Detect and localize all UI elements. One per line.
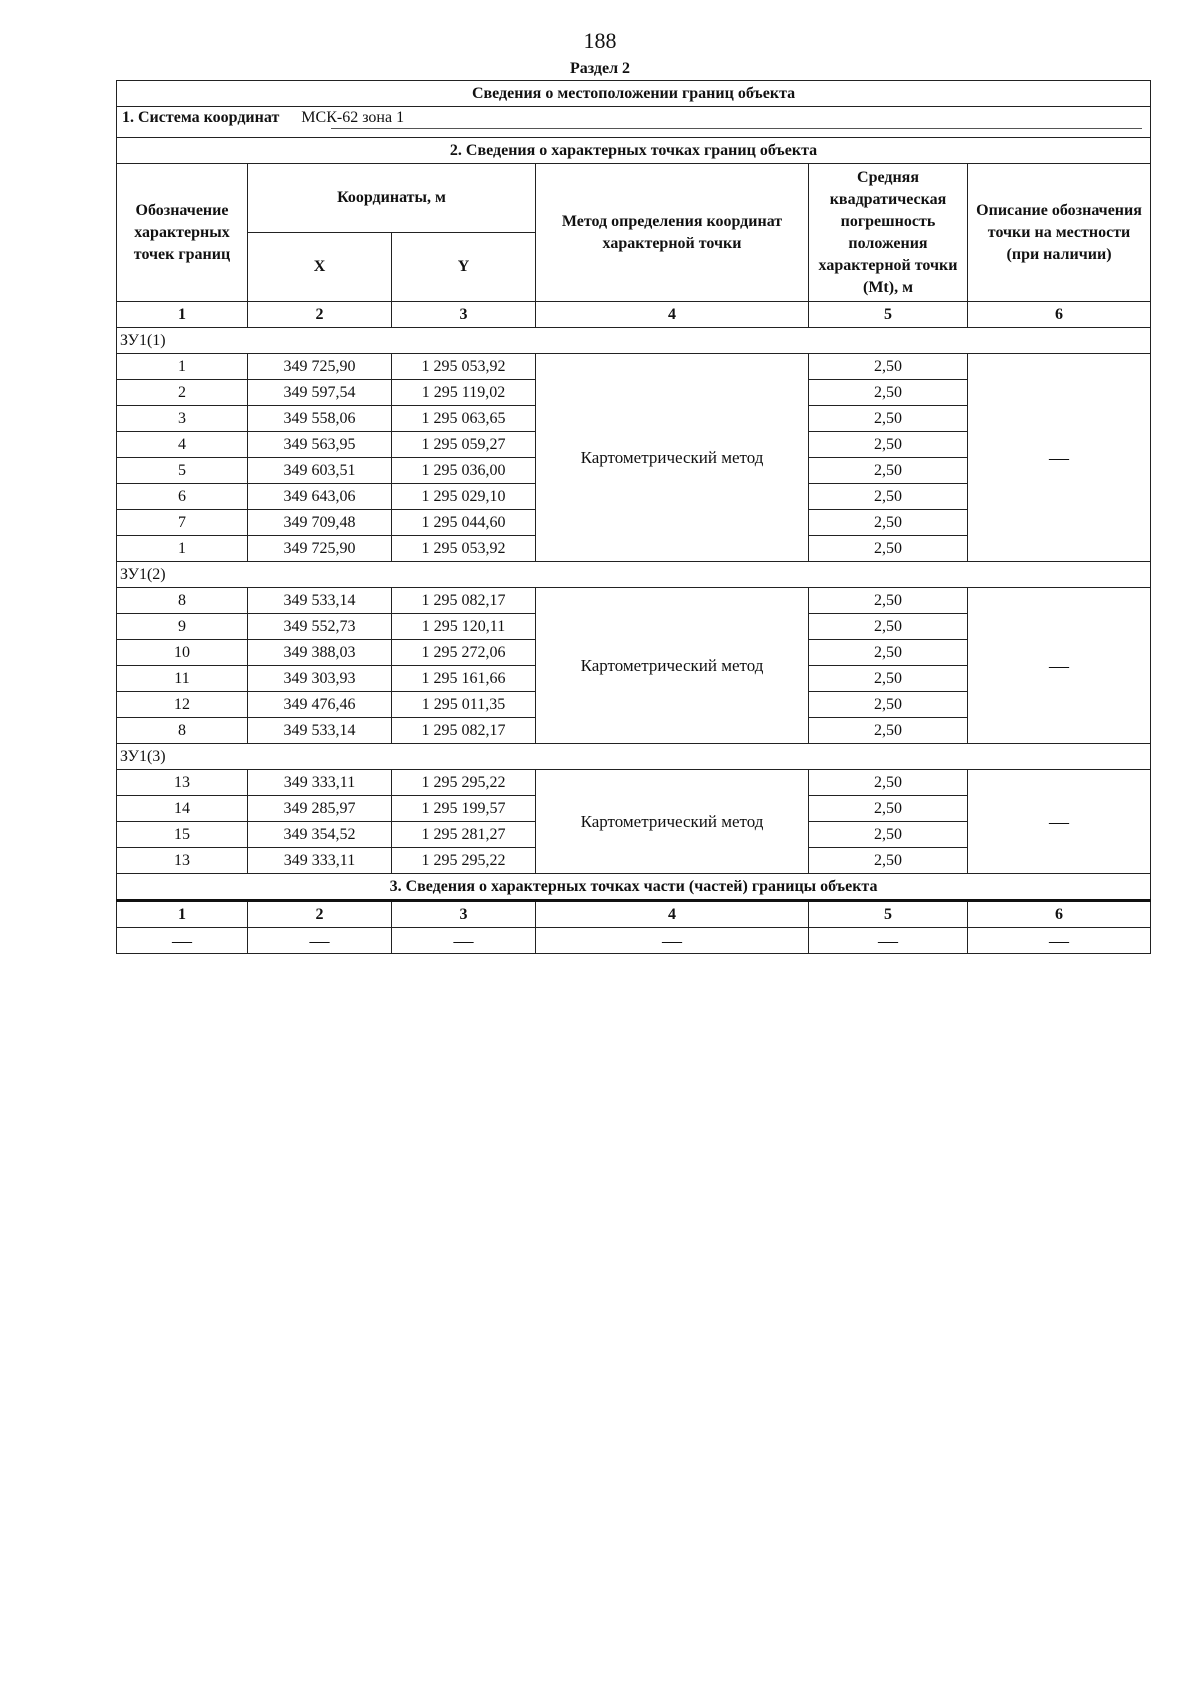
point-number: 2 xyxy=(117,380,248,406)
mt-value: 2,50 xyxy=(809,718,968,744)
coord-x: 349 558,06 xyxy=(248,406,392,432)
point-number: 13 xyxy=(117,848,248,874)
coord-y: 1 295 199,57 xyxy=(392,796,536,822)
column-number: 1 xyxy=(117,302,248,328)
coord-y: 1 295 059,27 xyxy=(392,432,536,458)
column-number: 4 xyxy=(536,901,809,928)
coord-y: 1 295 272,06 xyxy=(392,640,536,666)
coord-system-row xyxy=(117,107,1151,138)
group-row xyxy=(117,744,1151,770)
header-description: Описание обозначения точки на местности (при наличии) xyxy=(968,164,1151,302)
point-number: 6 xyxy=(117,484,248,510)
point-number: 8 xyxy=(117,588,248,614)
coord-system-label: 1. Система координат xyxy=(122,109,280,126)
column-number: 5 xyxy=(809,302,968,328)
empty-value: — xyxy=(809,928,968,954)
mt-value: 2,50 xyxy=(809,692,968,718)
coord-x: 349 333,11 xyxy=(248,770,392,796)
coord-y: 1 295 295,22 xyxy=(392,770,536,796)
coord-x: 349 725,90 xyxy=(248,354,392,380)
coord-y: 1 295 063,65 xyxy=(392,406,536,432)
coord-x: 349 333,11 xyxy=(248,848,392,874)
coord-x: 349 725,90 xyxy=(248,536,392,562)
subsection3-numbers-row xyxy=(117,901,1151,928)
point-number: 8 xyxy=(117,718,248,744)
column-number: 1 xyxy=(117,901,248,928)
column-number: 4 xyxy=(536,302,809,328)
coord-y: 1 295 044,60 xyxy=(392,510,536,536)
coord-x: 349 563,95 xyxy=(248,432,392,458)
coord-x: 349 552,73 xyxy=(248,614,392,640)
column-number: 3 xyxy=(392,901,536,928)
point-number: 9 xyxy=(117,614,248,640)
coord-y: 1 295 119,02 xyxy=(392,380,536,406)
header-coords: Координаты, м xyxy=(248,164,536,233)
subsection2-row xyxy=(117,138,1151,164)
coord-y: 1 295 029,10 xyxy=(392,484,536,510)
column-number: 6 xyxy=(968,302,1151,328)
mt-value: 2,50 xyxy=(809,666,968,692)
subsection3-title: 3. Сведения о характерных точках части (частей) границы объекта xyxy=(117,874,1151,901)
description-cell: — xyxy=(968,770,1151,874)
column-number: 5 xyxy=(809,901,968,928)
point-number: 3 xyxy=(117,406,248,432)
point-number: 11 xyxy=(117,666,248,692)
coord-y: 1 295 295,22 xyxy=(392,848,536,874)
mt-value: 2,50 xyxy=(809,822,968,848)
coord-y: 1 295 053,92 xyxy=(392,354,536,380)
column-number: 6 xyxy=(968,901,1151,928)
coord-x: 349 303,93 xyxy=(248,666,392,692)
mt-value: 2,50 xyxy=(809,432,968,458)
table-title-row xyxy=(117,81,1151,107)
group-name: ЗУ1(2) xyxy=(117,562,1151,588)
coord-y: 1 295 082,17 xyxy=(392,718,536,744)
mt-value: 2,50 xyxy=(809,536,968,562)
subsection3-values-row xyxy=(117,928,1151,954)
empty-value: — xyxy=(248,928,392,954)
method-cell: Картометрический метод xyxy=(536,588,809,744)
point-number: 10 xyxy=(117,640,248,666)
point-number: 5 xyxy=(117,458,248,484)
header-y: Y xyxy=(392,233,536,302)
mt-value: 2,50 xyxy=(809,458,968,484)
empty-value: — xyxy=(536,928,809,954)
group-row xyxy=(117,562,1151,588)
header-method: Метод определения координат характерной точки xyxy=(536,164,809,302)
coord-y: 1 295 036,00 xyxy=(392,458,536,484)
coord-x: 349 597,54 xyxy=(248,380,392,406)
point-number: 7 xyxy=(117,510,248,536)
coord-x: 349 709,48 xyxy=(248,510,392,536)
group-name: ЗУ1(1) xyxy=(117,328,1151,354)
column-numbers-row xyxy=(117,302,1151,328)
table-row xyxy=(117,770,1151,796)
table-title: Сведения о местоположении границ объекта xyxy=(117,81,1151,107)
boundary-table xyxy=(116,80,1151,954)
point-number: 1 xyxy=(117,354,248,380)
section-title: Раздел 2 xyxy=(569,60,631,77)
mt-value: 2,50 xyxy=(809,848,968,874)
coord-x: 349 603,51 xyxy=(248,458,392,484)
coord-system-value: МСК-62 зона 1 xyxy=(301,109,405,126)
empty-value: — xyxy=(968,928,1151,954)
method-cell: Картометрический метод xyxy=(536,770,809,874)
mt-value: 2,50 xyxy=(809,380,968,406)
header-x: X xyxy=(248,233,392,302)
point-number: 1 xyxy=(117,536,248,562)
method-cell: Картометрический метод xyxy=(536,354,809,562)
subsection3-row xyxy=(117,874,1151,901)
mt-value: 2,50 xyxy=(809,484,968,510)
header-designation: Обозначение характерных точек границ xyxy=(117,164,248,302)
mt-value: 2,50 xyxy=(809,614,968,640)
description-cell: — xyxy=(968,588,1151,744)
point-number: 12 xyxy=(117,692,248,718)
table-row xyxy=(117,588,1151,614)
mt-value: 2,50 xyxy=(809,354,968,380)
point-number: 4 xyxy=(117,432,248,458)
point-number: 14 xyxy=(117,796,248,822)
mt-value: 2,50 xyxy=(809,796,968,822)
column-number: 3 xyxy=(392,302,536,328)
coord-y: 1 295 120,11 xyxy=(392,614,536,640)
mt-value: 2,50 xyxy=(809,588,968,614)
coord-x: 349 388,03 xyxy=(248,640,392,666)
table-row xyxy=(117,354,1151,380)
coord-y: 1 295 053,92 xyxy=(392,536,536,562)
coord-x: 349 354,52 xyxy=(248,822,392,848)
header-error: Средняя квадратическая погрешность положения характерной точки (Mt), м xyxy=(809,164,968,302)
column-number: 2 xyxy=(248,302,392,328)
mt-value: 2,50 xyxy=(809,640,968,666)
mt-value: 2,50 xyxy=(809,510,968,536)
header-row-1 xyxy=(117,164,1151,233)
column-number: 2 xyxy=(248,901,392,928)
coord-x: 349 285,97 xyxy=(248,796,392,822)
coord-x: 349 643,06 xyxy=(248,484,392,510)
description-cell: — xyxy=(968,354,1151,562)
subsection2-title: 2. Сведения о характерных точках границ объекта xyxy=(117,138,1151,164)
empty-value: — xyxy=(117,928,248,954)
coord-y: 1 295 011,35 xyxy=(392,692,536,718)
point-number: 13 xyxy=(117,770,248,796)
coord-x: 349 476,46 xyxy=(248,692,392,718)
coord-y: 1 295 082,17 xyxy=(392,588,536,614)
coord-y: 1 295 281,27 xyxy=(392,822,536,848)
coord-x: 349 533,14 xyxy=(248,588,392,614)
coord-y: 1 295 161,66 xyxy=(392,666,536,692)
underline xyxy=(331,128,1142,129)
empty-value: — xyxy=(392,928,536,954)
coord-x: 349 533,14 xyxy=(248,718,392,744)
coord-system xyxy=(117,107,1151,138)
point-number: 15 xyxy=(117,822,248,848)
mt-value: 2,50 xyxy=(809,406,968,432)
group-name: ЗУ1(3) xyxy=(117,744,1151,770)
page-number: 188 xyxy=(583,28,617,53)
mt-value: 2,50 xyxy=(809,770,968,796)
group-row xyxy=(117,328,1151,354)
